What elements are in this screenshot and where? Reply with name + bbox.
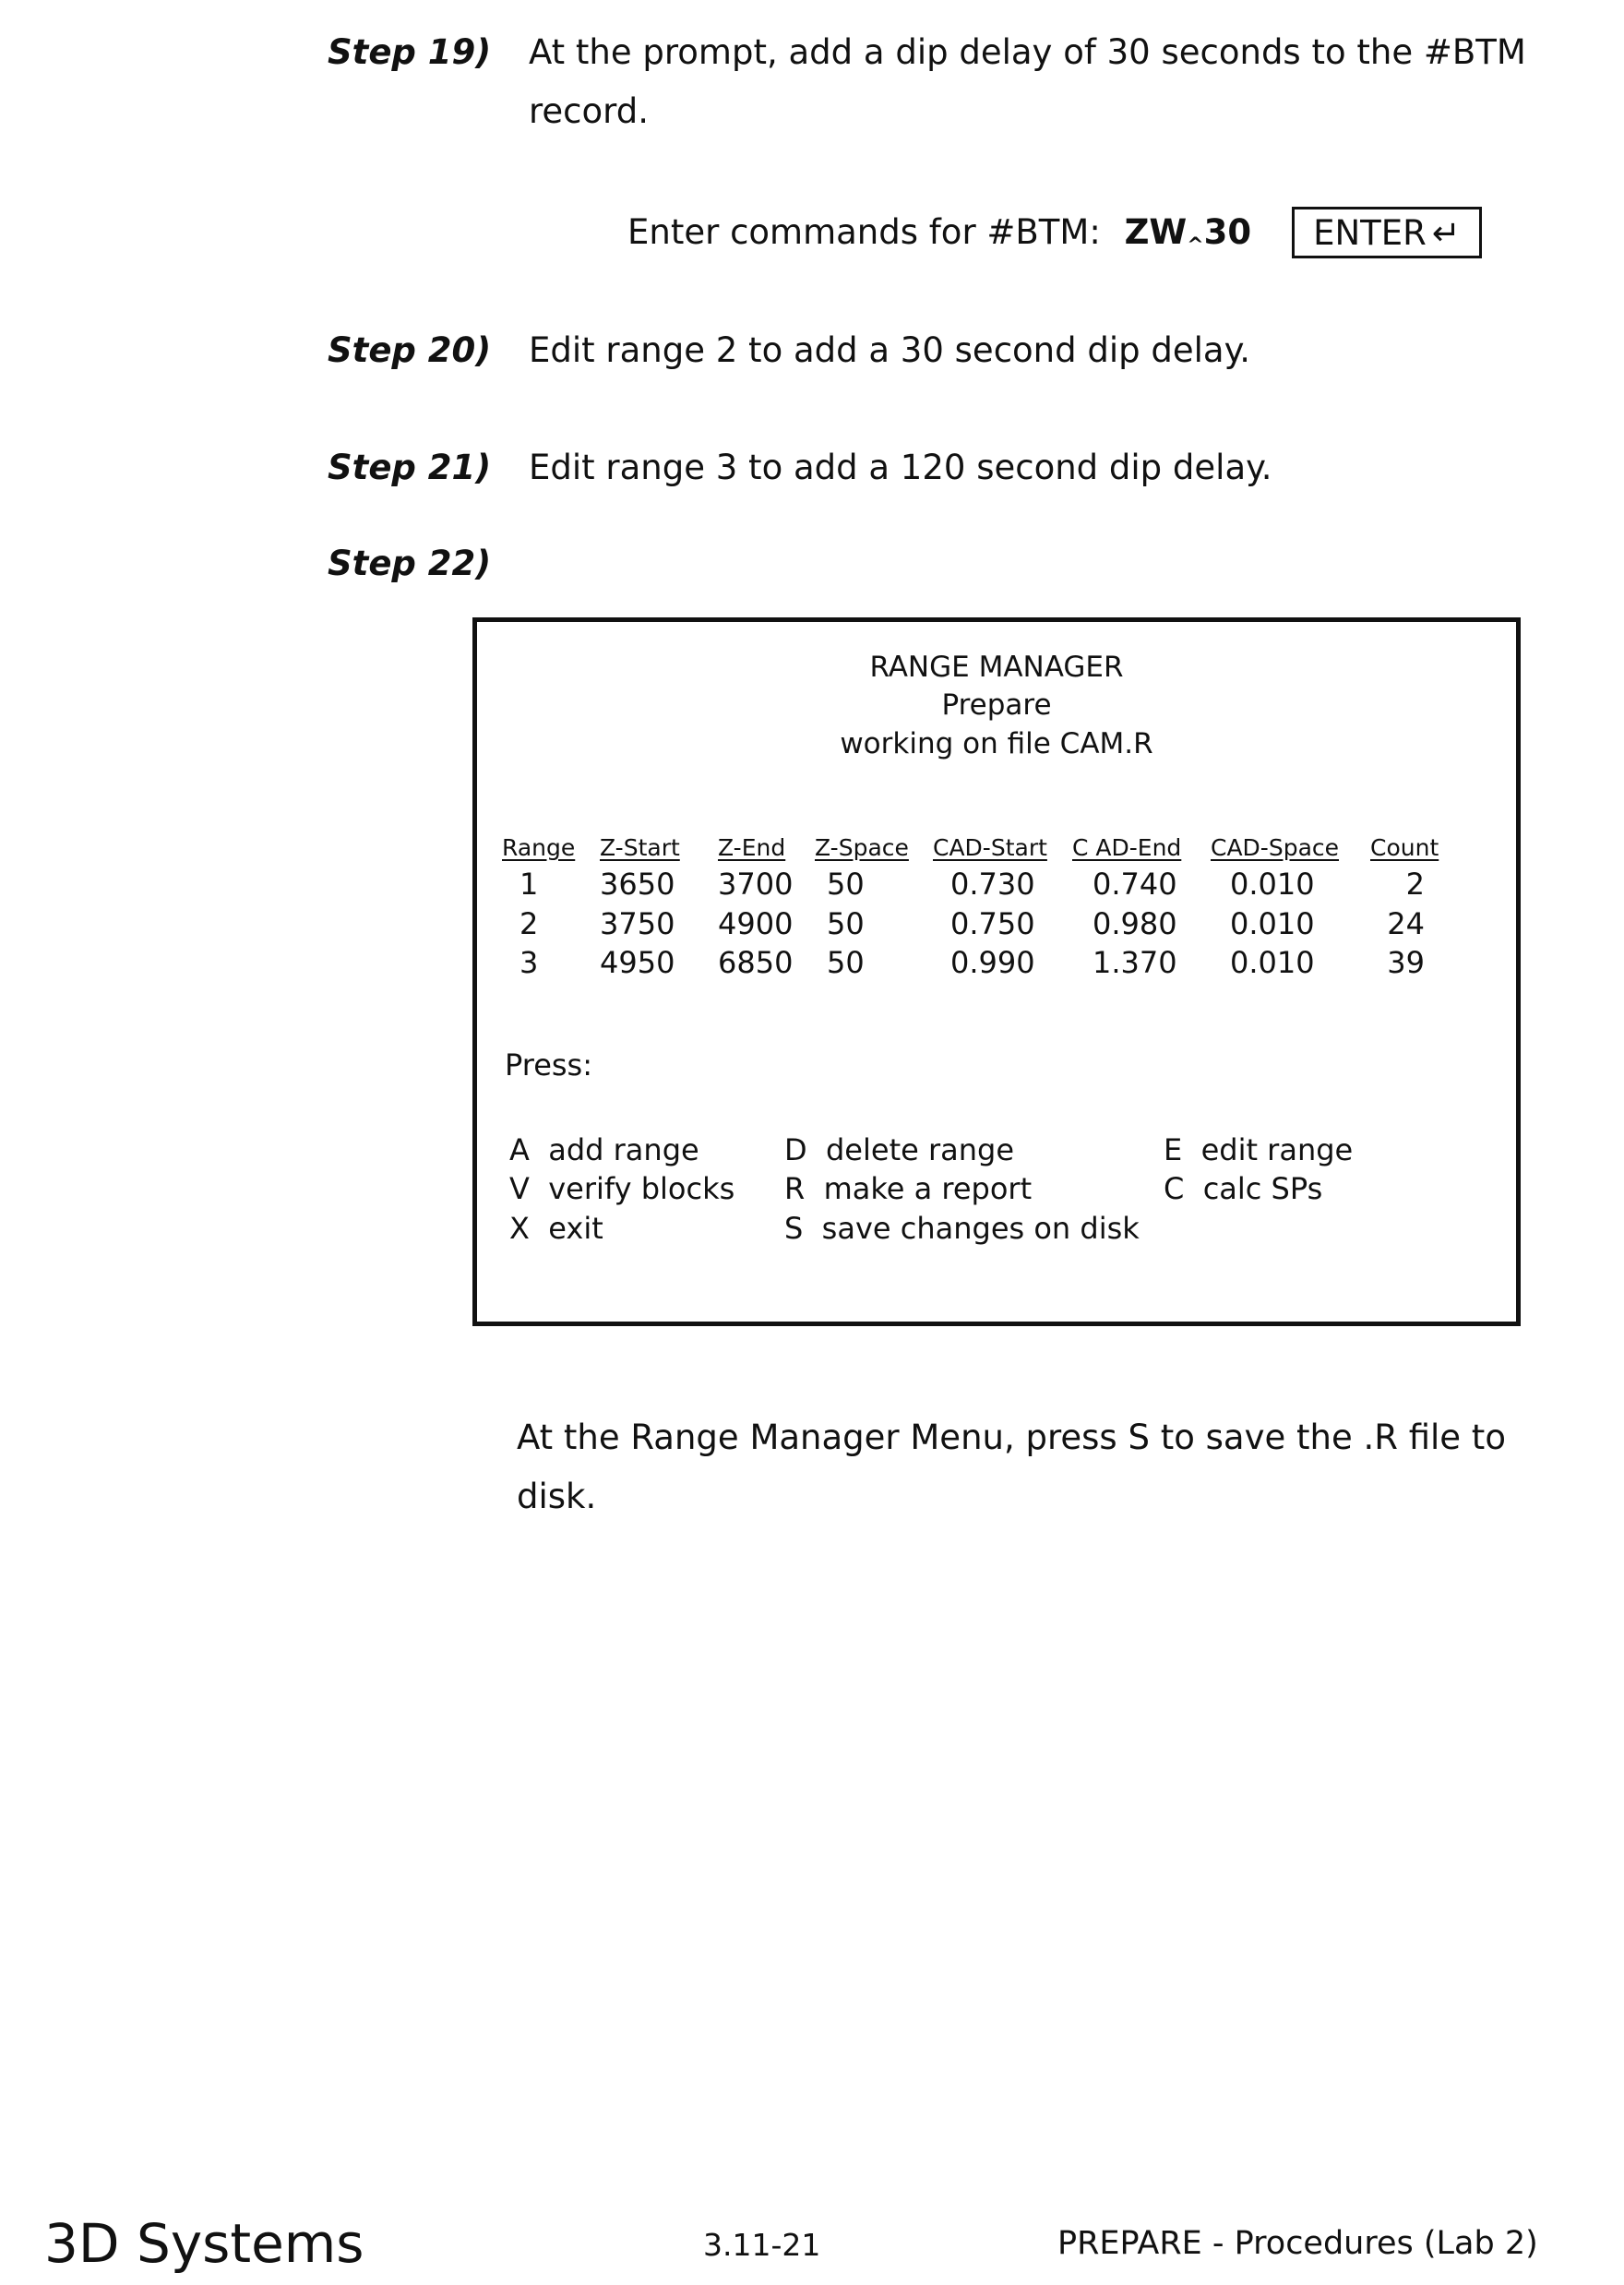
prompt-command: ZW xyxy=(1125,212,1188,252)
table-cell: 50 xyxy=(827,869,865,899)
column-header: Range xyxy=(502,836,575,859)
caret-symbol: ^ xyxy=(1187,233,1203,257)
table-cell: 0.010 xyxy=(1230,869,1315,899)
step-19-text: At the prompt, add a dip delay of 30 seconds to the #BTM xyxy=(529,35,1526,69)
prompt-value: 30 xyxy=(1204,212,1252,252)
table-cell: 2 xyxy=(519,909,538,939)
table-cell: 0.010 xyxy=(1230,909,1315,939)
footer-page-number: 3.11-21 xyxy=(703,2230,820,2260)
table-cell: 1 xyxy=(519,869,538,899)
column-header: Z-End xyxy=(718,836,785,859)
menu-option: A add range xyxy=(509,1135,699,1165)
footer-brand: 3D Systems xyxy=(44,2217,364,2270)
menu-option: C calc SPs xyxy=(1164,1174,1322,1203)
column-header: Count xyxy=(1370,836,1439,859)
screen-title: RANGE MANAGER xyxy=(477,651,1516,684)
table-cell: 0.730 xyxy=(950,869,1035,899)
table-cell: 0.010 xyxy=(1230,948,1315,977)
table-cell: 50 xyxy=(827,948,865,977)
menu-option: E edit range xyxy=(1164,1135,1353,1165)
prompt-text: Enter commands for #BTM: xyxy=(627,212,1101,252)
step-21-text: Edit range 3 to add a 120 second dip delay. xyxy=(529,450,1272,485)
table-cell: 0.740 xyxy=(1093,869,1177,899)
instruction-text: At the Range Manager Menu, press S to save the .R file to xyxy=(517,1420,1506,1454)
table-cell: 3750 xyxy=(600,909,675,939)
step-19-text-cont: record. xyxy=(529,94,649,128)
table-cell: 6850 xyxy=(718,948,793,977)
instruction-text-cont: disk. xyxy=(517,1479,596,1513)
table-cell: 2 xyxy=(1406,869,1425,899)
menu-option: R make a report xyxy=(784,1174,1032,1203)
table-cell: 0.980 xyxy=(1093,909,1177,939)
table-cell: 0.990 xyxy=(950,948,1035,977)
menu-option: V verify blocks xyxy=(509,1174,734,1203)
table-cell: 24 xyxy=(1387,909,1425,939)
column-header: C AD-End xyxy=(1072,836,1181,859)
table-cell: 4950 xyxy=(600,948,675,977)
table-cell: 50 xyxy=(827,909,865,939)
table-cell: 1.370 xyxy=(1093,948,1177,977)
screen-file-line: working on file CAM.R xyxy=(477,727,1516,760)
menu-option: S save changes on disk xyxy=(784,1214,1140,1243)
table-cell: 0.750 xyxy=(950,909,1035,939)
column-header: CAD-Start xyxy=(933,836,1047,859)
table-cell: 3 xyxy=(519,948,538,977)
table-cell: 3700 xyxy=(718,869,793,899)
step-22-label: Step 22) xyxy=(328,546,491,580)
step-21-label: Step 21) xyxy=(328,450,491,485)
table-cell: 39 xyxy=(1387,948,1425,977)
column-header: Z-Space xyxy=(815,836,909,859)
column-header: CAD-Space xyxy=(1211,836,1339,859)
table-cell: 4900 xyxy=(718,909,793,939)
table-cell: 3650 xyxy=(600,869,675,899)
screen-subtitle: Prepare xyxy=(477,688,1516,722)
step-20-text: Edit range 2 to add a 30 second dip delay. xyxy=(529,333,1250,367)
enter-key-label: ENTER xyxy=(1313,213,1427,253)
prompt-line xyxy=(627,215,1251,256)
return-arrow-icon: ↵ xyxy=(1432,213,1461,253)
enter-key xyxy=(1292,207,1482,258)
press-label: Press: xyxy=(505,1050,592,1080)
menu-option: X exit xyxy=(509,1214,603,1243)
footer-section: PREPARE - Procedures (Lab 2) xyxy=(1057,2228,1538,2260)
column-header: Z-Start xyxy=(600,836,680,859)
step-19-label: Step 19) xyxy=(328,35,491,69)
menu-option: D delete range xyxy=(784,1135,1014,1165)
range-manager-screen xyxy=(472,617,1521,1326)
step-20-label: Step 20) xyxy=(328,333,491,367)
